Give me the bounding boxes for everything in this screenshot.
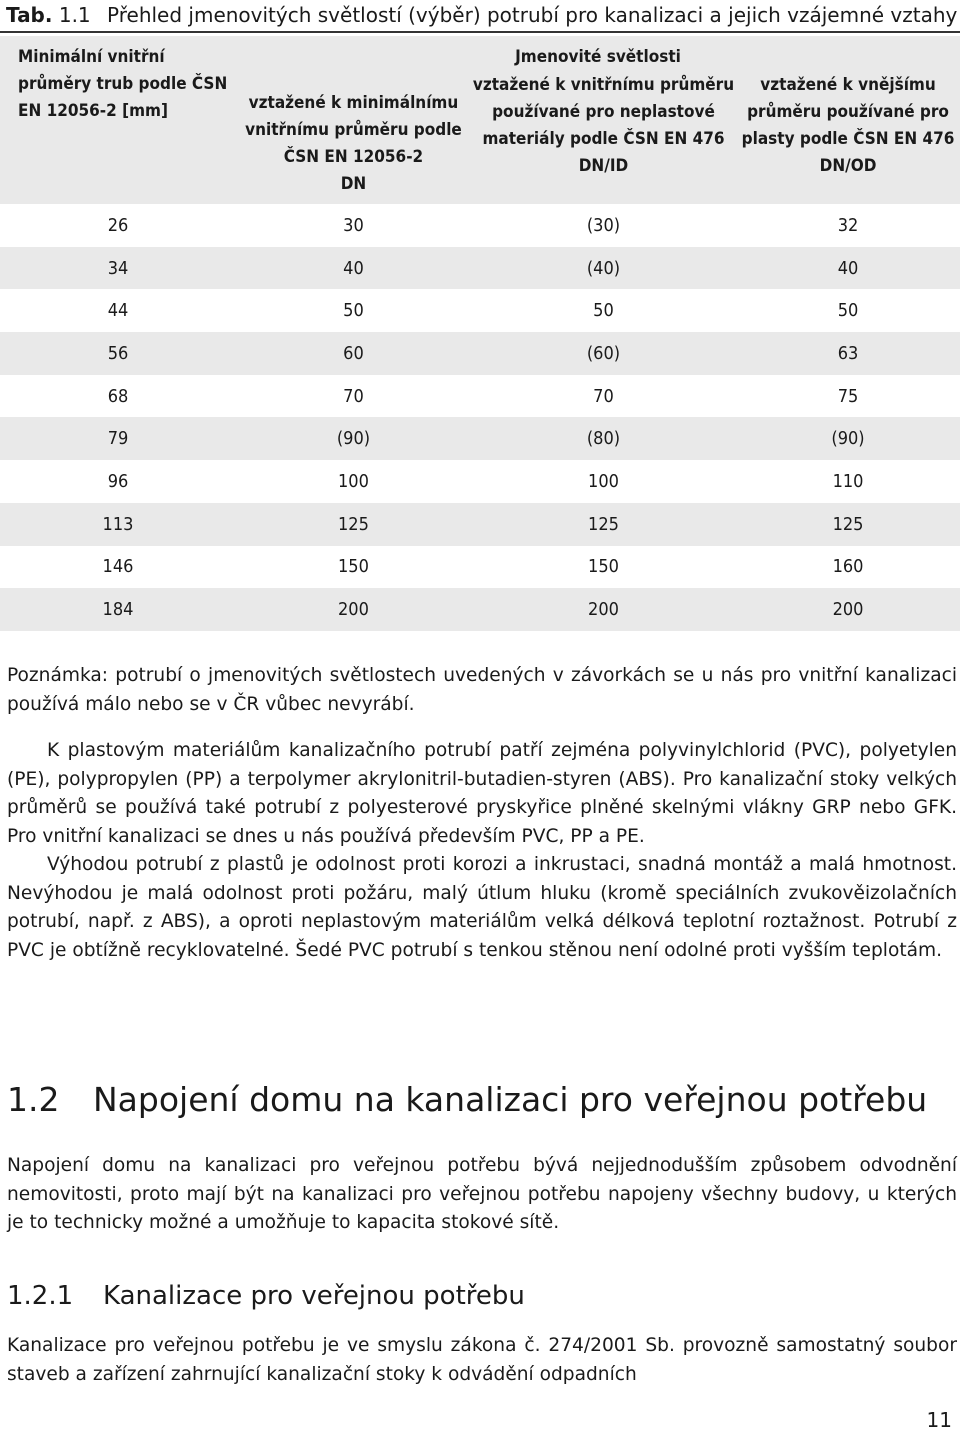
table-cell: (60) xyxy=(471,332,736,375)
table-cell: 146 xyxy=(0,546,236,589)
table-cell: 150 xyxy=(471,546,736,589)
table-cell: 200 xyxy=(736,588,960,631)
pipe-diameter-table xyxy=(0,36,960,631)
table-cell: 200 xyxy=(471,588,736,631)
table-cell: 96 xyxy=(0,460,236,503)
table-cell: 40 xyxy=(236,247,471,290)
table-cell: (80) xyxy=(471,417,736,460)
subsection-title: Kanalizace pro veřejnou potřebu xyxy=(103,1281,525,1311)
table-cell: 200 xyxy=(236,588,471,631)
header-dn-id-code: DN/ID xyxy=(578,156,629,176)
table-cell: 44 xyxy=(0,289,236,332)
header-nominal-sizes: Jmenovité světlosti xyxy=(236,36,960,78)
table-row xyxy=(0,417,960,460)
table-row xyxy=(0,247,960,290)
table-cell: 160 xyxy=(736,546,960,589)
header-dn-text: vztažené k minimálnímu vnitřnímu průměru podle ČSN EN 12056-2 xyxy=(245,93,462,167)
table-cell: 34 xyxy=(0,247,236,290)
header-dn-id xyxy=(471,75,736,204)
table-row xyxy=(0,546,960,589)
table-row xyxy=(0,503,960,546)
header-dn-id-text: vztažené k vnitřnímu průměru používané pro neplastové materiály podle ČSN EN 476 xyxy=(472,75,735,149)
table-row xyxy=(0,460,960,503)
table-cell: 100 xyxy=(471,460,736,503)
header-dn-od xyxy=(736,75,960,204)
table-row xyxy=(0,375,960,418)
table-cell: 40 xyxy=(736,247,960,290)
paragraph: K plastovým materiálům kanalizačního potrubí patří zejména polyvinylchlorid (PVC), polyetylen (PE), polypropylen (PP) a terpolymer akrylonitril-butadien-styren (ABS). Pro kanalizační stoky velkých průměrů se používá také potrubí z polyesterové pryskyřice plněné skelnými vlákny GRP nebo GFK. Pro vnitřní kanalizaci se dnes u nás používá především PVC, PP a PE. xyxy=(7,740,957,847)
table-cell: 68 xyxy=(0,375,236,418)
table-caption-label: Tab. xyxy=(6,3,53,27)
header-min-inner-diameter: Minimální vnitřní průměry trub podle ČSN EN 12056-2 [mm] xyxy=(0,36,236,204)
page-number: 11 xyxy=(926,1408,952,1432)
table-row xyxy=(0,332,960,375)
header-dn-od-code: DN/OD xyxy=(819,156,877,176)
table-cell: 184 xyxy=(0,588,236,631)
table-body xyxy=(0,204,960,631)
table-cell: 56 xyxy=(0,332,236,375)
table-cell: 60 xyxy=(236,332,471,375)
section-text xyxy=(7,1152,957,1238)
table-cell: 79 xyxy=(0,417,236,460)
table-row xyxy=(0,204,960,247)
table-cell: 125 xyxy=(471,503,736,546)
table-cell: 125 xyxy=(736,503,960,546)
table-cell: 32 xyxy=(736,204,960,247)
table-cell: 50 xyxy=(471,289,736,332)
table-cell: 50 xyxy=(736,289,960,332)
section-heading xyxy=(7,1076,927,1124)
table-row xyxy=(0,289,960,332)
subsection-heading xyxy=(7,1276,525,1316)
table-cell: 113 xyxy=(0,503,236,546)
header-dn-od-text: vztažené k vnějšímu průměru používané pro plasty podle ČSN EN 476 xyxy=(741,75,955,149)
table-caption-title: Přehled jmenovitých světlostí (výběr) potrubí pro kanalizaci a jejich vzájemné vztahy xyxy=(107,3,958,27)
materials-text xyxy=(7,737,957,965)
table-note xyxy=(7,662,957,719)
table-cell: (30) xyxy=(471,204,736,247)
table-cell: 50 xyxy=(236,289,471,332)
table-cell: 110 xyxy=(736,460,960,503)
table-cell: 100 xyxy=(236,460,471,503)
table-cell: 125 xyxy=(236,503,471,546)
paragraph: Výhodou potrubí z plastů je odolnost proti korozi a inkrustaci, snadná montáž a malá hmotnost. Nevýhodou je malá odolnost proti požáru, malý útlum hluku (kromě speciálních zvukověizolačních potrubí, např. z ABS), a oproti neplastovým materiálům velká délková teplotní roztažnost. Potrubí z PVC je obtížně recyklovatelné. Šedé PVC potrubí s tenkou stěnou není odolné proti vyšším teplotám. xyxy=(7,854,957,961)
table-cell: 63 xyxy=(736,332,960,375)
table-cell: 150 xyxy=(236,546,471,589)
header-dn xyxy=(236,78,471,204)
caption-divider xyxy=(0,31,960,33)
subsection-text xyxy=(7,1332,957,1389)
section-title: Napojení domu na kanalizaci pro veřejnou potřebu xyxy=(93,1080,928,1119)
header-dn-code: DN xyxy=(340,174,367,194)
paragraph: Kanalizace pro veřejnou potřebu je ve smyslu zákona č. 274/2001 Sb. provozně samostatný soubor staveb a zařízení zahrnující kanalizační stoky k odvádění odpadních xyxy=(7,1335,957,1385)
table-cell: 26 xyxy=(0,204,236,247)
table-cell: 30 xyxy=(236,204,471,247)
table-cell: 75 xyxy=(736,375,960,418)
table-row xyxy=(0,588,960,631)
table-caption xyxy=(0,0,960,30)
table-cell: 70 xyxy=(236,375,471,418)
table-cell: (90) xyxy=(736,417,960,460)
note-text: Poznámka: potrubí o jmenovitých světlostech uvedených v závorkách se u nás pro vnitřní kanalizaci používá málo nebo se v ČR vůbec nevyrábí. xyxy=(7,665,957,715)
table-cell: (40) xyxy=(471,247,736,290)
table-cell: 70 xyxy=(471,375,736,418)
section-number: 1.2 xyxy=(7,1080,60,1119)
table-caption-number: 1.1 xyxy=(58,3,91,27)
paragraph: Napojení domu na kanalizaci pro veřejnou potřebu bývá nejjednodušším způsobem odvodnění nemovitosti, proto mají být na kanalizaci pro veřejnou potřebu napojeny všechny budovy, u kterých je to technicky možné a umožňuje to kapacita stokové sítě. xyxy=(7,1155,957,1233)
subsection-number: 1.2.1 xyxy=(7,1281,74,1311)
table-cell: (90) xyxy=(236,417,471,460)
